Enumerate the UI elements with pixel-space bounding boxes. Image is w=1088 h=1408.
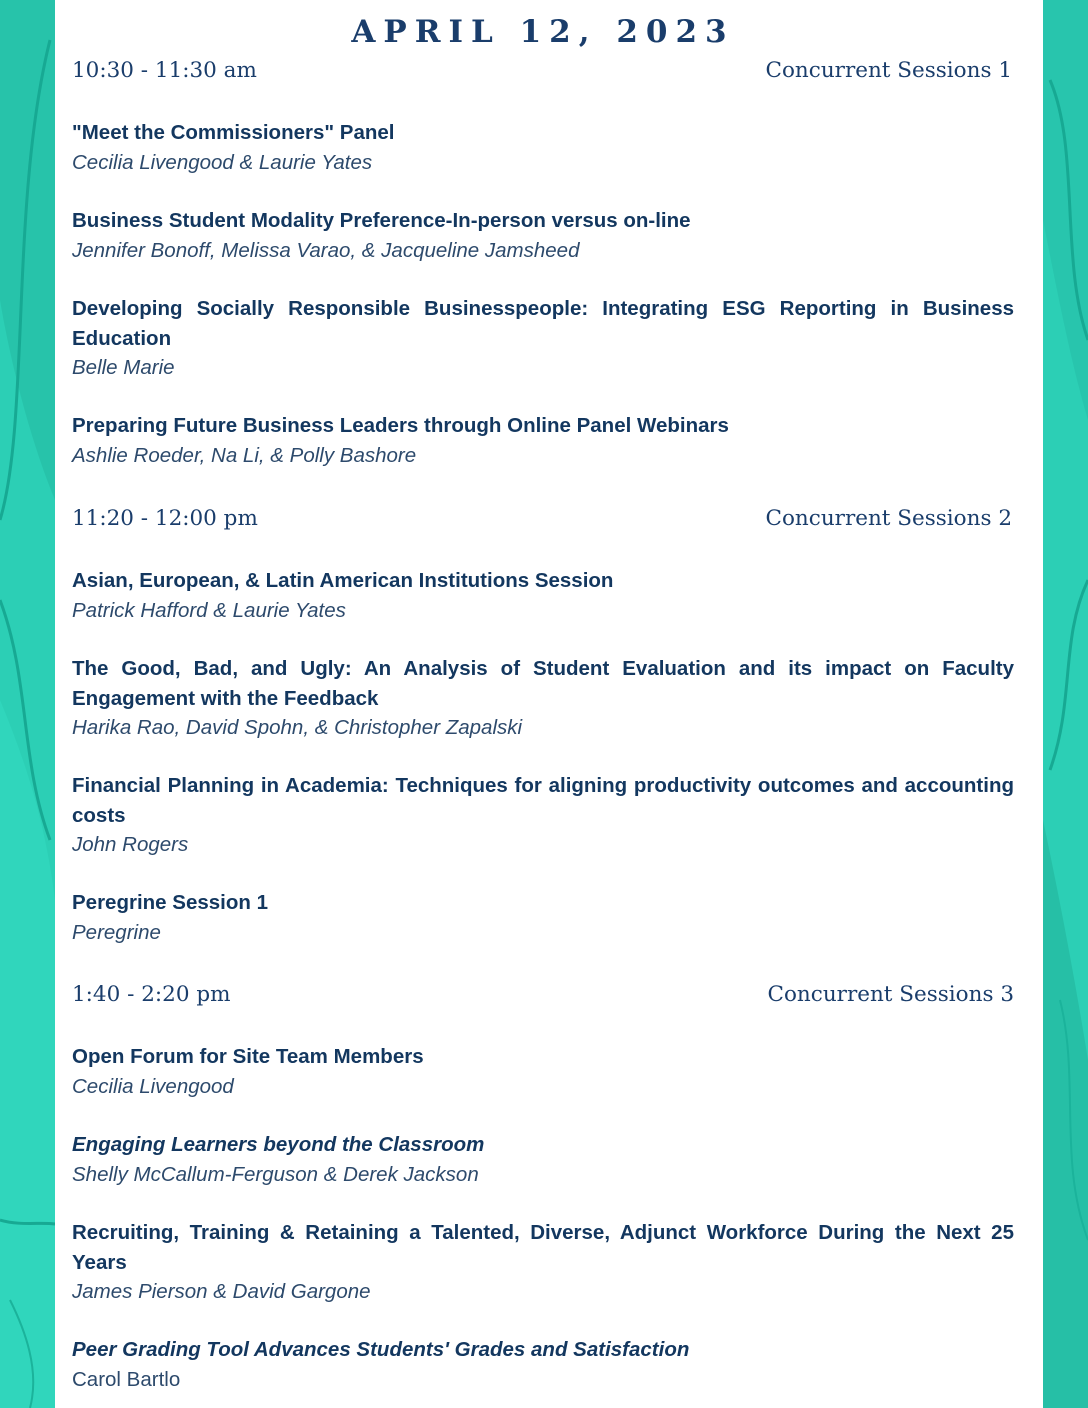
block-time: 10:30 - 11:30 am (72, 58, 257, 83)
session-title: "Meet the Commissioners" Panel (72, 121, 395, 144)
session-item (72, 654, 1014, 743)
session-title: Peregrine Session 1 (72, 891, 268, 914)
session-title: Engaging Learners beyond the Classroom (72, 1133, 485, 1156)
schedule-page (55, 0, 1043, 1408)
session-title: Open Forum for Site Team Members (72, 1045, 424, 1068)
session-item (72, 566, 1014, 625)
session-title: Preparing Future Business Leaders through Online Panel Webinars (72, 414, 729, 437)
block-time: 1:40 - 2:20 pm (72, 982, 231, 1007)
session-item (72, 294, 1014, 383)
session-title: Business Student Modality Preference-In-person versus on-line (72, 209, 691, 232)
session-item (72, 206, 1014, 265)
session-speakers: Belle Marie (72, 356, 175, 379)
block-label: Concurrent Sessions 1 (765, 58, 1012, 83)
session-speakers: Shelly McCallum-Ferguson & Derek Jackson (72, 1162, 479, 1186)
session-item (72, 1042, 1014, 1101)
session-title: Financial Planning in Academia: Techniques for aligning productivity outcomes and accounting costs (72, 774, 1014, 827)
session-item (72, 1130, 1014, 1189)
session-speakers: Carol Bartlo (72, 1367, 181, 1391)
session-block-header (72, 506, 1014, 536)
session-speakers: Jennifer Bonoff, Melissa Varao, & Jacqueline Jamsheed (72, 238, 580, 262)
session-title: Peer Grading Tool Advances Students' Grades and Satisfaction (72, 1338, 690, 1361)
schedule-date: APRIL 12, 2023 (351, 14, 735, 50)
session-item (72, 411, 1014, 470)
session-item (72, 771, 1014, 860)
session-speakers: Harika Rao, David Spohn, & Christopher Zapalski (72, 716, 523, 739)
session-item (72, 888, 1014, 947)
session-speakers: Cecilia Livengood & Laurie Yates (72, 150, 373, 174)
session-item (72, 118, 1014, 177)
session-speakers: Cecilia Livengood (72, 1074, 234, 1098)
session-block-header (72, 58, 1014, 88)
session-speakers: Peregrine (72, 920, 161, 944)
session-block-header (72, 982, 1014, 1012)
session-title: Developing Socially Responsible Businesspeople: Integrating ESG Reporting in Business Education (72, 297, 1014, 350)
session-title: The Good, Bad, and Ugly: An Analysis of Student Evaluation and its impact on Faculty Engagement with the Feedback (72, 657, 1014, 710)
session-speakers: Ashlie Roeder, Na Li, & Polly Bashore (72, 443, 417, 467)
session-speakers: Patrick Hafford & Laurie Yates (72, 598, 346, 622)
block-label: Concurrent Sessions 2 (765, 506, 1012, 531)
session-speakers: John Rogers (72, 833, 189, 856)
block-label: Concurrent Sessions 3 (767, 982, 1014, 1007)
session-title: Recruiting, Training & Retaining a Talented, Diverse, Adjunct Workforce During the Next 25 Years (72, 1221, 1014, 1274)
session-title: Asian, European, & Latin American Institutions Session (72, 569, 614, 592)
session-speakers: James Pierson & David Gargone (72, 1280, 371, 1303)
session-item (72, 1218, 1014, 1307)
session-item (72, 1335, 1014, 1394)
block-time: 11:20 - 12:00 pm (72, 506, 258, 531)
